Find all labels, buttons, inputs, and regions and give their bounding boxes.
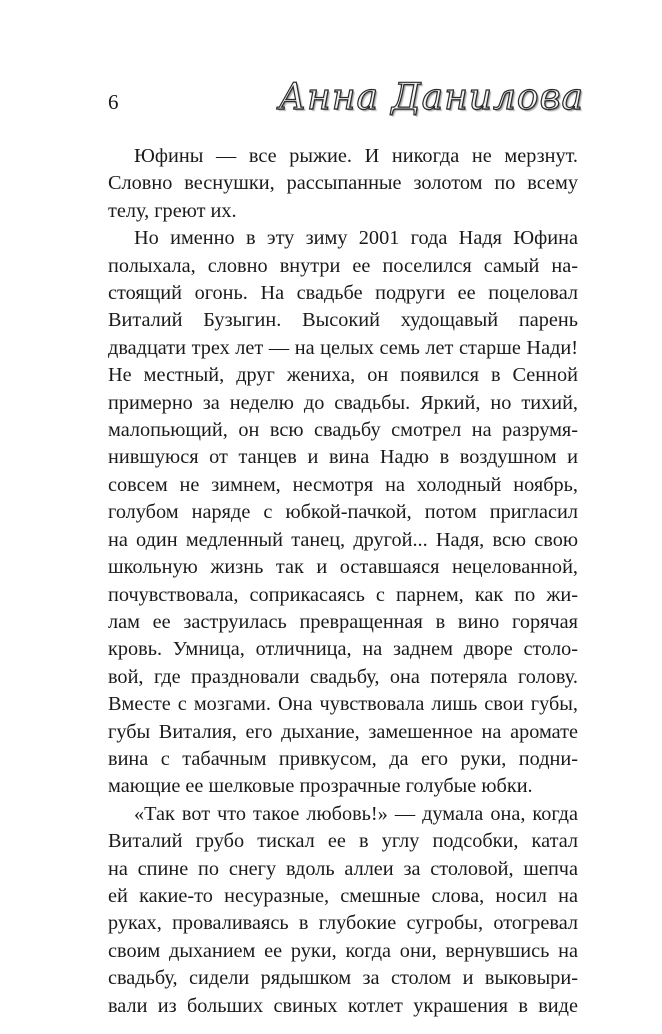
text-line: Словно веснушки, рассыпанные золотом по всему bbox=[108, 172, 578, 195]
text-line: губы Виталия, его дыхание, замешенное на аромате bbox=[108, 720, 578, 743]
text-line: двадцати трех лет — на целых семь лет старше Нади! bbox=[108, 336, 578, 359]
text-line: стоящий огонь. На свадьбе подруги ее поцеловал bbox=[108, 282, 578, 305]
paragraph-3 bbox=[108, 801, 578, 1020]
text-line: примерно за неделю до свадьбы. Яркий, но тихий, bbox=[108, 391, 578, 414]
text-line: вина с табачным привкусом, да его руки, подни- bbox=[108, 747, 578, 770]
text-line: телу, греют их. bbox=[108, 199, 237, 222]
running-header-author: Анна Данилова bbox=[278, 77, 584, 118]
text-line: малопьющий, он всю свадьбу смотрел на разрумя- bbox=[108, 419, 578, 442]
text-line: Виталий Бузыгин. Высокий худощавый парень bbox=[108, 309, 578, 332]
text-line: Но именно в эту зиму 2001 года Надя Юфина bbox=[134, 227, 578, 250]
text-line: совсем не зимнем, несмотря на холодный ноябрь, bbox=[108, 473, 578, 496]
text-line: Виталий грубо тискал ее в углу подсобки, катал bbox=[108, 830, 578, 853]
text-line: «Так вот что такое любовь!» — думала она, когда bbox=[134, 802, 578, 825]
text-line: школьную жизнь так и оставшаяся нецелованной, bbox=[108, 556, 578, 579]
text-line: на один медленный танец, другой... Надя, всю свою bbox=[108, 528, 578, 551]
text-line: вали из больших свиных котлет украшения в виде bbox=[108, 994, 578, 1017]
text-line: свадьбу, сидели рядышком за столом и выковыри- bbox=[108, 967, 578, 990]
text-line: руках, проваливаясь в глубокие сугробы, отогревал bbox=[108, 912, 578, 935]
paragraph-1 bbox=[108, 143, 578, 225]
text-line: полыхала, словно внутри ее поселился самый на- bbox=[108, 254, 578, 277]
text-line: Юфины — все рыжие. И никогда не мерзнут. bbox=[134, 145, 578, 167]
text-line: Вместе с мозгами. Она чувствовала лишь свои губы, bbox=[108, 693, 578, 716]
text-line: на спине по снегу вдоль аллеи за столовой, шепча bbox=[108, 857, 578, 880]
text-line: почувствовала, соприкасаясь с парнем, как по жи- bbox=[108, 583, 578, 606]
text-line: мающие ее шелковые прозрачные голубые юбки. bbox=[108, 775, 533, 798]
text-line: вой, где праздновали свадьбу, она потеряла голову. bbox=[108, 665, 578, 688]
page-number: 6 bbox=[108, 90, 119, 114]
text-line: своим дыханием ее руки, когда они, вернувшись на bbox=[108, 939, 578, 962]
text-line: лам ее заструилась превращенная в вино горячая bbox=[108, 610, 578, 633]
text-line: кровь. Умница, отличница, на заднем дворе столо- bbox=[108, 638, 578, 661]
text-line: голубом наряде с юбкой-пачкой, потом пригласил bbox=[108, 501, 578, 524]
text-line: нившуюся от танцев и вина Надю в воздушном и bbox=[108, 446, 578, 469]
text-line: ей какие-то несуразные, смешные слова, носил на bbox=[108, 884, 578, 907]
body-text bbox=[108, 143, 578, 1020]
text-line: Не местный, друг жениха, он появился в Сенной bbox=[108, 364, 578, 387]
paragraph-2 bbox=[108, 225, 578, 801]
